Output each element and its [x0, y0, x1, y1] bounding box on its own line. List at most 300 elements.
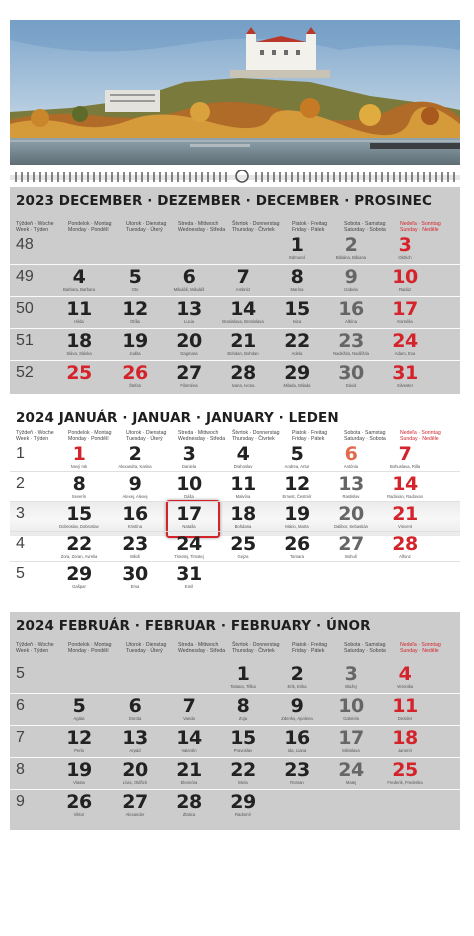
day-number: 24 — [392, 330, 418, 352]
day-cell[interactable] — [218, 299, 268, 324]
day-cell[interactable] — [218, 444, 268, 469]
name-day: Dobroslav, Dobroslav — [59, 524, 99, 529]
name-day: Etela — [238, 780, 248, 785]
day-cell[interactable] — [326, 504, 376, 529]
castle-photo — [10, 20, 460, 165]
day-cell[interactable] — [380, 267, 430, 292]
day-cell[interactable] — [110, 760, 160, 785]
day-cell[interactable] — [110, 792, 160, 817]
week-number: 3 — [16, 505, 25, 522]
day-cell[interactable] — [326, 267, 376, 292]
day-cell[interactable] — [218, 696, 268, 721]
day-number: 14 — [230, 298, 256, 320]
day-cell[interactable] — [380, 504, 430, 529]
day-number: 23 — [122, 533, 148, 555]
week-number: 4 — [16, 535, 25, 552]
day-cell[interactable] — [380, 299, 430, 324]
name-day: Ambróz — [235, 287, 251, 292]
name-day: Radomír — [234, 812, 252, 817]
day-number: 11 — [392, 695, 418, 717]
day-number: 17 — [338, 727, 364, 749]
day-cell[interactable] — [326, 534, 376, 559]
day-cell[interactable] — [164, 534, 214, 559]
week-number: 5 — [16, 665, 25, 682]
name-day: Tamara — [290, 554, 304, 559]
name-day: Dávid — [345, 383, 357, 388]
name-day: Zoja — [238, 716, 248, 721]
day-cell[interactable] — [110, 504, 160, 529]
spiral-coil-icon — [10, 170, 460, 184]
day-cell[interactable] — [272, 267, 322, 292]
day-cell[interactable] — [110, 534, 160, 559]
name-day: Judita — [129, 351, 141, 356]
name-day: Andrea, Artur — [284, 464, 310, 469]
day-cell[interactable] — [380, 760, 430, 785]
month-title: 2024 FEBRUÁR · FEBRUAR · FEBRUARY · ÚNOR — [16, 618, 371, 634]
weekday-header-tue: Utorok · Dienstag Tuesday · Úterý — [126, 642, 167, 654]
day-cell[interactable] — [326, 474, 376, 499]
month-title: 2024 JANUÁR · JANUAR · JANUARY · LEDEN — [16, 410, 339, 426]
name-day: Bibiána, Bibiana — [335, 255, 367, 260]
name-day: Vincent — [398, 524, 412, 529]
day-number: 8 — [290, 266, 304, 288]
name-day: Blažej — [345, 684, 357, 689]
weekday-header-wed: Streda · Mittwoch Wednesday · Středa — [178, 642, 226, 654]
day-number: 4 — [72, 266, 86, 288]
day-number: 25 — [392, 759, 418, 781]
day-cell[interactable] — [110, 564, 160, 589]
day-number: 2 — [128, 443, 142, 465]
name-day: Rastislav — [342, 494, 360, 499]
day-cell[interactable] — [164, 363, 214, 388]
name-day: Miloslava — [342, 748, 360, 753]
name-day: Dagmara — [180, 351, 198, 356]
day-number: 27 — [176, 362, 202, 384]
day-number: 7 — [398, 443, 412, 465]
name-day: Roman — [290, 780, 304, 785]
name-day: Mikuláš, Mikuláš — [173, 287, 205, 292]
name-day: Drahoslav — [233, 464, 253, 469]
day-cell[interactable] — [326, 331, 376, 356]
week-number: 51 — [16, 332, 34, 349]
day-cell[interactable] — [272, 235, 322, 260]
day-number: 4 — [398, 663, 412, 685]
day-cell[interactable] — [164, 504, 214, 529]
week-number: 52 — [16, 364, 34, 381]
day-cell[interactable] — [164, 474, 214, 499]
name-day: Frederik, Frederika — [387, 780, 423, 785]
day-cell[interactable] — [110, 267, 160, 292]
weekday-header-wed: Streda · Mittwoch Wednesday · Středa — [178, 221, 226, 233]
name-day: Štefan — [128, 383, 142, 388]
week-header: Týždeň · Woche Week · Týden — [16, 221, 54, 233]
day-cell[interactable] — [218, 760, 268, 785]
month-title: 2023 DECEMBER · DEZEMBER · DECEMBER · PROSINEC — [16, 193, 432, 209]
name-day: Vlasta — [73, 780, 85, 785]
day-number: 20 — [338, 503, 364, 525]
day-number: 21 — [176, 759, 202, 781]
day-number: 5 — [290, 443, 304, 465]
month-january-2024 — [10, 404, 460, 600]
name-day: Otília — [130, 319, 140, 324]
week-separator — [10, 693, 460, 694]
day-number: 24 — [176, 533, 202, 555]
day-cell[interactable] — [218, 792, 268, 817]
day-cell[interactable] — [218, 474, 268, 499]
day-number: 2 — [290, 663, 304, 685]
week-separator — [10, 264, 460, 265]
day-number: 20 — [122, 759, 148, 781]
day-number: 27 — [122, 791, 148, 813]
day-cell[interactable] — [164, 267, 214, 292]
day-cell[interactable] — [326, 664, 376, 689]
name-day: Filoména — [180, 383, 198, 388]
week-number: 9 — [16, 793, 25, 810]
day-cell[interactable] — [380, 331, 430, 356]
name-day: Silvester — [396, 383, 414, 388]
weekday-header-wed: Streda · Mittwoch Wednesday · Středa — [178, 430, 226, 442]
day-number: 17 — [392, 298, 418, 320]
day-cell[interactable] — [380, 664, 430, 689]
name-day: Malvína — [235, 494, 251, 499]
day-cell[interactable] — [272, 444, 322, 469]
day-number: 3 — [182, 443, 196, 465]
day-number: 17 — [176, 503, 202, 525]
day-cell[interactable] — [164, 299, 214, 324]
day-cell[interactable] — [164, 792, 214, 817]
name-day: Kornélia — [397, 319, 413, 324]
name-day: Arpád — [129, 748, 141, 753]
day-number: 28 — [230, 362, 256, 384]
day-cell[interactable] — [272, 728, 322, 753]
day-cell[interactable] — [54, 331, 104, 356]
day-number: 8 — [72, 473, 86, 495]
name-day: Severín — [71, 494, 87, 499]
day-number: 1 — [236, 663, 250, 685]
day-cell[interactable] — [380, 696, 430, 721]
day-number: 29 — [66, 563, 92, 585]
name-day: Ivica — [292, 319, 302, 324]
day-cell[interactable] — [54, 696, 104, 721]
day-cell[interactable] — [218, 331, 268, 356]
day-number: 29 — [284, 362, 310, 384]
weekday-header-sun: Nedeľa · Sonntag Sunday · Neděle — [400, 642, 441, 654]
day-cell[interactable] — [218, 664, 268, 689]
name-day: Barbora, Barbara — [62, 287, 96, 292]
day-cell[interactable] — [54, 534, 104, 559]
day-number: 16 — [122, 503, 148, 525]
name-day: Valentín — [181, 748, 197, 753]
day-cell[interactable] — [54, 728, 104, 753]
day-number: 22 — [230, 759, 256, 781]
day-cell[interactable] — [326, 696, 376, 721]
day-cell[interactable] — [218, 363, 268, 388]
day-cell[interactable] — [272, 299, 322, 324]
weekday-header-tue: Utorok · Dienstag Tuesday · Úterý — [126, 430, 167, 442]
name-day: Branislava, Bronislava — [222, 319, 264, 324]
week-separator — [10, 296, 460, 297]
name-day: Ivana, Ivona — [231, 383, 255, 388]
name-day: Radúz — [398, 287, 412, 292]
day-cell[interactable] — [272, 664, 322, 689]
day-number: 5 — [72, 695, 86, 717]
week-number: 50 — [16, 300, 34, 317]
day-number: 14 — [392, 473, 418, 495]
day-cell[interactable] — [164, 564, 214, 589]
name-day: Nový rok — [70, 464, 88, 469]
day-number: 6 — [128, 695, 142, 717]
weekday-header-sat: Sobota · Samstag Saturday · Sobota — [344, 430, 386, 442]
day-number: 1 — [72, 443, 86, 465]
day-number: 19 — [284, 503, 310, 525]
name-day: Oto — [131, 287, 139, 292]
day-cell[interactable] — [110, 728, 160, 753]
week-separator — [10, 501, 460, 502]
day-number: 20 — [176, 330, 202, 352]
day-cell[interactable] — [380, 363, 430, 388]
day-number: 10 — [176, 473, 202, 495]
name-day: Adela — [291, 351, 303, 356]
name-day: Nadežda, Naděžda — [333, 351, 369, 356]
day-number: 1 — [290, 234, 304, 256]
day-number: 15 — [66, 503, 92, 525]
day-number: 8 — [236, 695, 250, 717]
day-number: 25 — [230, 533, 256, 555]
weekday-header-mon: Pondelok · Montag Monday · Pondělí — [68, 642, 112, 654]
weekday-header-fri: Piatok · Freitag Friday · Pátek — [292, 642, 328, 654]
name-day: Gejza — [237, 554, 249, 559]
name-day: Bohuš — [345, 554, 357, 559]
week-separator — [10, 561, 460, 562]
weekday-header-mon: Pondelok · Montag Monday · Pondělí — [68, 221, 112, 233]
week-header: Týždeň · Woche Week · Týden — [16, 430, 54, 442]
name-day: Gašpar — [72, 584, 86, 589]
day-cell[interactable] — [54, 299, 104, 324]
day-cell[interactable] — [272, 331, 322, 356]
day-cell[interactable] — [54, 444, 104, 469]
day-number: 13 — [338, 473, 364, 495]
day-number: 30 — [122, 563, 148, 585]
day-cell[interactable] — [326, 235, 376, 260]
day-cell[interactable] — [272, 696, 322, 721]
name-day: Vanda — [183, 716, 195, 721]
day-number: 25 — [66, 362, 92, 384]
day-cell[interactable] — [54, 267, 104, 292]
week-number: 5 — [16, 565, 25, 582]
day-number: 28 — [176, 791, 202, 813]
day-cell[interactable] — [54, 792, 104, 817]
day-cell[interactable] — [326, 444, 376, 469]
day-cell[interactable] — [218, 504, 268, 529]
name-day: Sláva, Slávka — [66, 351, 92, 356]
name-day: Dáša — [184, 494, 194, 499]
name-day: Dorota — [128, 716, 142, 721]
name-day: Oldrich — [398, 255, 412, 260]
day-number: 18 — [392, 727, 418, 749]
weekday-header-sun: Nedeľa · Sonntag Sunday · Neděle — [400, 221, 441, 233]
day-cell[interactable] — [110, 299, 160, 324]
day-cell[interactable] — [272, 504, 322, 529]
day-cell[interactable] — [326, 363, 376, 388]
day-cell[interactable] — [164, 444, 214, 469]
day-cell[interactable] — [326, 760, 376, 785]
week-separator — [10, 328, 460, 329]
day-cell[interactable] — [110, 474, 160, 499]
day-cell[interactable] — [164, 696, 214, 721]
name-day: Zlatica — [182, 812, 196, 817]
week-separator — [10, 531, 460, 532]
spiral-binding — [10, 170, 460, 184]
day-cell[interactable] — [164, 331, 214, 356]
name-day: Ema — [130, 584, 140, 589]
name-day: Timotej, Timotej — [174, 554, 204, 559]
day-number: 15 — [230, 727, 256, 749]
day-number: 14 — [176, 727, 202, 749]
day-cell[interactable] — [380, 728, 430, 753]
name-day: Alexandra, Karina — [118, 464, 152, 469]
day-cell[interactable] — [110, 331, 160, 356]
day-number: 4 — [236, 443, 250, 465]
name-day: Ernest, Čestmír — [282, 494, 312, 499]
name-day: Miloš — [130, 554, 140, 559]
week-number: 1 — [16, 445, 25, 462]
name-day: Antónia — [343, 464, 359, 469]
day-number: 28 — [392, 533, 418, 555]
weekday-header-thu: Štvrtok · Donnerstag Thursday · Čtvrtek — [232, 430, 280, 442]
name-day: Ida, Liana — [287, 748, 307, 753]
name-day: Hilda — [74, 319, 84, 324]
day-cell[interactable] — [380, 474, 430, 499]
day-cell[interactable] — [218, 267, 268, 292]
day-number: 13 — [176, 298, 202, 320]
week-number: 8 — [16, 761, 25, 778]
weekday-header-sat: Sobota · Samstag Saturday · Sobota — [344, 221, 386, 233]
day-number: 23 — [338, 330, 364, 352]
day-number: 16 — [284, 727, 310, 749]
day-cell[interactable] — [326, 728, 376, 753]
day-number: 10 — [338, 695, 364, 717]
day-number: 31 — [392, 362, 418, 384]
day-cell[interactable] — [54, 363, 104, 383]
day-cell[interactable] — [272, 363, 322, 388]
day-cell[interactable] — [110, 696, 160, 721]
weekday-header-tue: Utorok · Dienstag Tuesday · Úterý — [126, 221, 167, 233]
day-number: 30 — [338, 362, 364, 384]
day-number: 12 — [284, 473, 310, 495]
day-cell[interactable] — [54, 760, 104, 785]
name-day: Eleonóra — [180, 780, 198, 785]
day-number: 26 — [122, 362, 148, 384]
day-number: 18 — [66, 330, 92, 352]
day-cell[interactable] — [164, 760, 214, 785]
name-day: Radovan, Radovan — [387, 494, 423, 499]
name-day: Alexander — [125, 812, 145, 817]
wall-calendar — [10, 0, 460, 936]
name-day: Pravoslav — [233, 748, 253, 753]
name-day: Mário, Marta — [285, 524, 309, 529]
day-number: 12 — [66, 727, 92, 749]
day-number: 27 — [338, 533, 364, 555]
day-cell[interactable] — [380, 444, 430, 469]
day-cell[interactable] — [54, 474, 104, 499]
day-number: 29 — [230, 791, 256, 813]
day-cell[interactable] — [110, 444, 160, 469]
day-number: 15 — [284, 298, 310, 320]
week-header: Týždeň · Woche Week · Týden — [16, 642, 54, 654]
day-number: 26 — [66, 791, 92, 813]
day-cell[interactable] — [54, 564, 104, 589]
name-day: Gabriela — [343, 716, 359, 721]
weekday-header-thu: Štvrtok · Donnerstag Thursday · Čtvrtek — [232, 642, 280, 654]
day-number: 6 — [182, 266, 196, 288]
name-day: Dalibor, Sebastián — [334, 524, 368, 529]
day-number: 5 — [128, 266, 142, 288]
month-february-2024 — [10, 612, 460, 830]
name-day: Lívia, Oldřich — [122, 780, 148, 785]
day-number: 11 — [230, 473, 256, 495]
name-day: Zora, Zoran, Avrelia — [60, 554, 98, 559]
day-cell[interactable] — [54, 504, 104, 529]
day-number: 16 — [338, 298, 364, 320]
day-cell[interactable] — [380, 235, 430, 260]
day-number: 21 — [230, 330, 256, 352]
name-day: Lucia — [183, 319, 194, 324]
day-cell[interactable] — [272, 474, 322, 499]
name-day: Adam, Eva — [394, 351, 416, 356]
day-cell[interactable] — [218, 728, 268, 753]
day-cell[interactable] — [272, 534, 322, 559]
day-number: 13 — [122, 727, 148, 749]
day-number: 3 — [344, 663, 358, 685]
week-separator — [10, 360, 460, 361]
weekday-header-fri: Piatok · Freitag Friday · Pátek — [292, 430, 328, 442]
day-number: 9 — [290, 695, 304, 717]
week-separator — [10, 725, 460, 726]
name-day: Perla — [74, 748, 84, 753]
name-day: Viktor — [73, 812, 85, 817]
day-number: 12 — [122, 298, 148, 320]
day-number: 26 — [284, 533, 310, 555]
weekday-header-sun: Nedeľa · Sonntag Sunday · Neděle — [400, 430, 441, 442]
day-number: 22 — [66, 533, 92, 555]
castle-illustration — [10, 20, 460, 165]
name-day: Kristína — [127, 524, 143, 529]
week-separator — [10, 757, 460, 758]
day-cell[interactable] — [326, 299, 376, 324]
day-cell[interactable] — [380, 534, 430, 559]
day-cell[interactable] — [164, 728, 214, 753]
name-day: Albína — [345, 319, 357, 324]
day-cell[interactable] — [110, 363, 160, 388]
day-number: 22 — [284, 330, 310, 352]
day-number: 24 — [338, 759, 364, 781]
month-december-2023 — [10, 187, 460, 394]
day-number: 19 — [122, 330, 148, 352]
day-cell[interactable] — [218, 534, 268, 559]
name-day: Milada, Milada — [283, 383, 311, 388]
week-number: 49 — [16, 268, 34, 285]
day-number: 9 — [128, 473, 142, 495]
day-number: 9 — [344, 266, 358, 288]
week-number: 48 — [16, 236, 34, 253]
day-cell[interactable] — [272, 760, 322, 785]
name-day: Alfonz — [399, 554, 411, 559]
day-number: 7 — [182, 695, 196, 717]
name-day: Tatiana, Tiška — [230, 684, 256, 689]
name-day: Bohuslava, Rilla — [389, 464, 421, 469]
week-separator — [10, 471, 460, 472]
week-separator — [10, 789, 460, 790]
